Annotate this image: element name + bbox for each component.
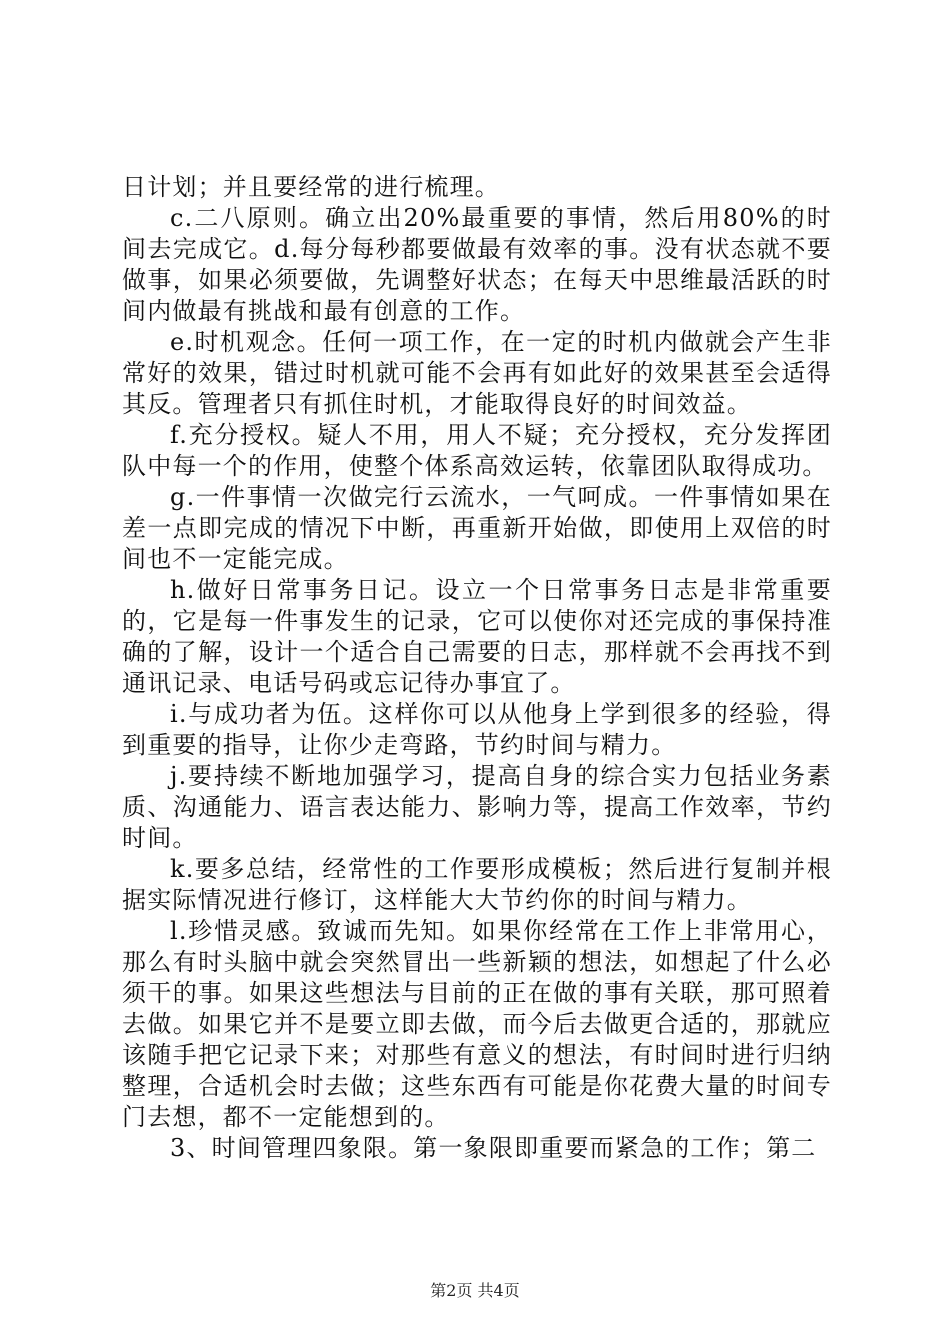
paragraph-section-3: 3、时间管理四象限。第一象限即重要而紧急的工作；第二: [170, 1134, 817, 1162]
paragraph-item-j: j.要持续不断地加强学习，提高自身的综合实力包括业务素质、沟通能力、语言表达能力、影响力等，提高工作效率，节约时间。: [122, 762, 832, 852]
paragraph-item-e: e.时机观念。任何一项工作，在一定的时机内做就会产生非常好的效果，错过时机就可能不会再有如此好的效果甚至会适得其反。管理者只有抓住时机，才能取得良好的时间效益。: [122, 328, 832, 418]
paragraph-item-f: f.充分授权。疑人不用，用人不疑；充分授权，充分发挥团队中每一个的作用，使整个体系高效运转，依靠团队取得成功。: [122, 421, 832, 480]
paragraph-item-g: g.一件事情一次做完行云流水，一气呵成。一件事情如果在差一点即完成的情况下中断，再重新开始做，即使用上双倍的时间也不一定能完成。: [122, 483, 832, 573]
paragraph-item-k: k.要多总结，经常性的工作要形成模板；然后进行复制并根据实际情况进行修订，这样能大大节约你的时间与精力。: [122, 855, 832, 914]
paragraph-continuation: 日计划；并且要经常的进行梳理。: [122, 173, 500, 201]
paragraph-item-l: l.珍惜灵感。致诚而先知。如果你经常在工作上非常用心，那么有时头脑中就会突然冒出一些新颖的想法，如想起了什么必须干的事。如果这些想法与目前的正在做的事有关联，那可照着去做。如果它并不是要立即去做，而今后去做更合适的，那就应该随手把它记录下来；对那些有意义的想法，有时间时进行归纳整理，合适机会时去做；这些东西有可能是你花费大量的时间专门去想，都不一定能想到的。: [122, 917, 832, 1131]
page-number-footer: 第2页 共4页: [430, 1281, 520, 1300]
paragraph-item-c-d: c.二八原则。确立出20%最重要的事情，然后用80%的时间去完成它。d.每分每秒都要做最有效率的事。没有状态就不要做事，如果必须要做，先调整好状态；在每天中思维最活跃的时间内做最有挑战和最有创意的工作。: [122, 204, 832, 325]
document-body: [122, 172, 832, 1164]
paragraph-item-h: h.做好日常事务日记。设立一个日常事务日志是非常重要的，它是每一件事发生的记录，它可以使你对还完成的事保持准确的了解，设计一个适合自己需要的日志，那样就不会再找不到通讯记录、电话号码或忘记待办事宜了。: [122, 576, 832, 697]
paragraph-item-i: i.与成功者为伍。这样你可以从他身上学到很多的经验，得到重要的指导，让你少走弯路，节约时间与精力。: [122, 700, 832, 759]
